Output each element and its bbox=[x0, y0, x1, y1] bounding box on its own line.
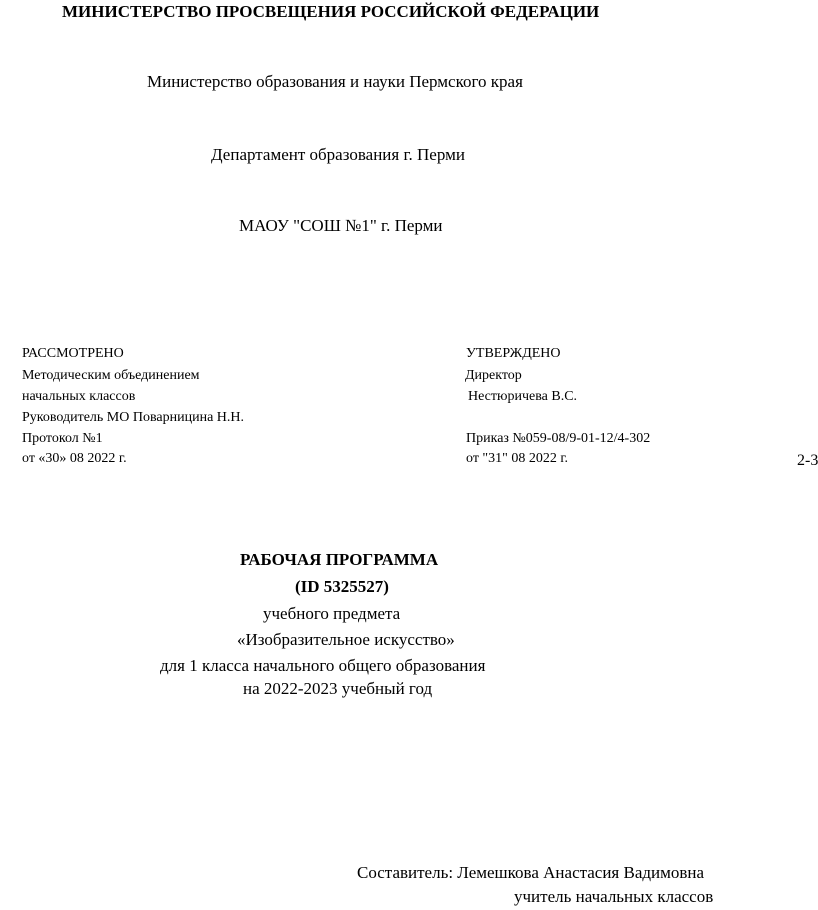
ministry-regional-heading: Министерство образования и науки Пермского края bbox=[147, 72, 523, 91]
reviewed-line-4: Протокол №1 bbox=[22, 431, 103, 446]
approved-line-4: от "31" 08 2022 г. bbox=[466, 451, 569, 466]
approved-line-3: Приказ №059-08/9-01-12/4-302 bbox=[466, 431, 651, 446]
ministry-federal-heading: МИНИСТЕРСТВО ПРОСВЕЩЕНИЯ РОССИЙСКОЙ ФЕДЕРАЦИИ bbox=[62, 2, 600, 21]
reviewed-line-3: Руководитель МО Поварницина Н.Н. bbox=[22, 410, 245, 425]
program-id: (ID 5325527) bbox=[295, 577, 389, 596]
reviewed-line-2: начальных классов bbox=[22, 389, 136, 404]
program-subject: «Изобразительное искусство» bbox=[237, 630, 455, 649]
program-year: на 2022-2023 учебный год bbox=[243, 679, 433, 698]
school-heading: МАОУ "СОШ №1" г. Перми bbox=[239, 216, 443, 235]
cut-off-text: 2-3 bbox=[797, 452, 818, 469]
compiler-name: Составитель: Лемешкова Анастасия Вадимовна bbox=[357, 863, 705, 882]
program-title: РАБОЧАЯ ПРОГРАММА bbox=[240, 550, 439, 569]
approved-title: УТВЕРЖДЕНО bbox=[466, 346, 561, 361]
reviewed-line-5: от «30» 08 2022 г. bbox=[22, 451, 127, 466]
approved-line-2: Нестюричева В.С. bbox=[468, 389, 578, 404]
reviewed-line-1: Методическим объединением bbox=[22, 368, 200, 383]
compiler-position: учитель начальных классов bbox=[514, 887, 714, 906]
program-grade: для 1 класса начального общего образования bbox=[160, 656, 486, 675]
approved-line-1: Директор bbox=[465, 368, 522, 383]
department-heading: Департамент образования г. Перми bbox=[211, 145, 465, 164]
reviewed-title: РАССМОТРЕНО bbox=[22, 346, 124, 361]
program-subject-intro: учебного предмета bbox=[263, 604, 401, 623]
